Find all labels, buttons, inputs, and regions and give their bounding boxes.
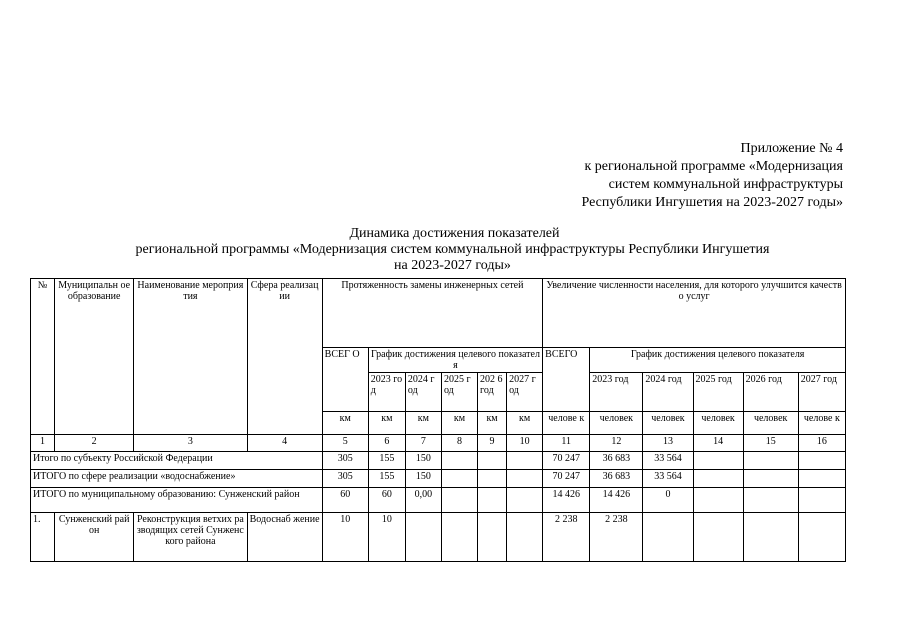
row-label: ИТОГО по сфере реализации «водоснабжение» bbox=[31, 470, 323, 488]
cell-empty bbox=[478, 470, 507, 488]
cell-empty bbox=[798, 513, 845, 562]
year-pop-2026: 2026 год bbox=[743, 373, 798, 412]
cell-pop-2023: 36 683 bbox=[590, 470, 643, 488]
year-pop-2024: 2024 год bbox=[643, 373, 693, 412]
cell-empty bbox=[743, 513, 798, 562]
cell-empty bbox=[693, 513, 743, 562]
unit-pop-2027: челове к bbox=[798, 412, 845, 435]
cell-empty bbox=[507, 488, 543, 513]
unit-km-2027: км bbox=[507, 412, 543, 435]
cell-total-pop: 2 238 bbox=[543, 513, 590, 562]
appendix-header bbox=[581, 140, 843, 212]
row-label: Итого по субъекту Российской Федерации bbox=[31, 452, 323, 470]
header-activity-name: Наименование мероприятия bbox=[134, 279, 247, 435]
cell-empty bbox=[405, 513, 441, 562]
cell-empty bbox=[643, 513, 693, 562]
header-municipality: Муниципальн ое образование bbox=[55, 279, 134, 435]
col-number: 15 bbox=[743, 435, 798, 452]
cell-pop-2023: 2 238 bbox=[590, 513, 643, 562]
cell-empty bbox=[441, 488, 477, 513]
table-row-subject-total bbox=[31, 452, 846, 470]
year-pop-2027: 2027 год bbox=[798, 373, 845, 412]
cell-km-2023: 155 bbox=[368, 452, 405, 470]
cell-total-pop: 14 426 bbox=[543, 488, 590, 513]
cell-empty bbox=[441, 470, 477, 488]
cell-empty bbox=[798, 452, 845, 470]
col-number: 3 bbox=[134, 435, 247, 452]
cell-total-km: 60 bbox=[322, 488, 368, 513]
col-number: 12 bbox=[590, 435, 643, 452]
table-row-sphere-total bbox=[31, 470, 846, 488]
col-number: 1 bbox=[31, 435, 55, 452]
col-number: 13 bbox=[643, 435, 693, 452]
col-number: 11 bbox=[543, 435, 590, 452]
cell-empty bbox=[441, 513, 477, 562]
cell-empty bbox=[478, 513, 507, 562]
header-schedule-km: График достижения целевого показателя bbox=[368, 348, 542, 373]
col-number: 9 bbox=[478, 435, 507, 452]
year-km-2023: 2023 год bbox=[368, 373, 405, 412]
cell-empty bbox=[507, 452, 543, 470]
cell-empty bbox=[743, 488, 798, 513]
cell-pop-2023: 36 683 bbox=[590, 452, 643, 470]
cell-empty bbox=[743, 470, 798, 488]
cell-total-km: 10 bbox=[322, 513, 368, 562]
cell-empty bbox=[693, 452, 743, 470]
cell-pop-2024: 0 bbox=[643, 488, 693, 513]
year-km-2027: 2027 год bbox=[507, 373, 543, 412]
indicators-table bbox=[30, 278, 846, 562]
cell-empty bbox=[693, 470, 743, 488]
cell-pop-2023: 14 426 bbox=[590, 488, 643, 513]
year-km-2024: 2024 год bbox=[405, 373, 441, 412]
col-number: 6 bbox=[368, 435, 405, 452]
cell-empty bbox=[798, 470, 845, 488]
cell-sphere: Водоснаб жение bbox=[247, 513, 322, 562]
cell-km-2023: 155 bbox=[368, 470, 405, 488]
table-row bbox=[31, 513, 846, 562]
cell-total-pop: 70 247 bbox=[543, 452, 590, 470]
appendix-line-2: к региональной программе «Модернизация bbox=[584, 159, 843, 174]
cell-empty bbox=[441, 452, 477, 470]
cell-empty bbox=[693, 488, 743, 513]
header-sphere: Сфера реализации bbox=[247, 279, 322, 435]
cell-empty bbox=[478, 488, 507, 513]
cell-km-2023: 10 bbox=[368, 513, 405, 562]
unit-pop-total: челове к bbox=[543, 412, 590, 435]
cell-empty bbox=[743, 452, 798, 470]
title-line-1: Динамика достижения показателей bbox=[349, 226, 560, 241]
col-number: 4 bbox=[247, 435, 322, 452]
year-pop-2025: 2025 год bbox=[693, 373, 743, 412]
header-population-increase: Увеличение численности населения, для которого улучшится качество услуг bbox=[543, 279, 846, 348]
cell-total-km: 305 bbox=[322, 452, 368, 470]
column-number-row bbox=[31, 435, 846, 452]
unit-pop-2025: человек bbox=[693, 412, 743, 435]
header-number: № bbox=[31, 279, 55, 435]
row-label: ИТОГО по муниципальному образованию: Сунженский район bbox=[31, 488, 323, 513]
cell-pop-2024: 33 564 bbox=[643, 452, 693, 470]
appendix-line-3: систем коммунальной инфраструктуры bbox=[608, 177, 843, 192]
cell-empty bbox=[478, 452, 507, 470]
cell-km-2024: 150 bbox=[405, 470, 441, 488]
col-number: 14 bbox=[693, 435, 743, 452]
unit-pop-2024: человек bbox=[643, 412, 693, 435]
unit-km-2025: км bbox=[441, 412, 477, 435]
year-pop-2023: 2023 год bbox=[590, 373, 643, 412]
col-number: 8 bbox=[441, 435, 477, 452]
cell-total-km: 305 bbox=[322, 470, 368, 488]
cell-km-2024: 150 bbox=[405, 452, 441, 470]
unit-km-2024: км bbox=[405, 412, 441, 435]
title-line-3: на 2023-2027 годы» bbox=[394, 258, 511, 273]
cell-municipality: Сунженский район bbox=[55, 513, 134, 562]
document-title bbox=[0, 226, 905, 274]
cell-km-2023: 60 bbox=[368, 488, 405, 513]
cell-total-pop: 70 247 bbox=[543, 470, 590, 488]
unit-km-2023: км bbox=[368, 412, 405, 435]
unit-pop-2023: человек bbox=[590, 412, 643, 435]
col-number: 10 bbox=[507, 435, 543, 452]
header-schedule-pop: График достижения целевого показателя bbox=[590, 348, 846, 373]
unit-km-total: км bbox=[322, 412, 368, 435]
appendix-line-4: Республики Ингушетия на 2023-2027 годы» bbox=[581, 195, 843, 210]
header-network-length: Протяженность замены инженерных сетей bbox=[322, 279, 543, 348]
cell-number: 1. bbox=[31, 513, 55, 562]
header-total-pop: ВСЕГО bbox=[543, 348, 590, 412]
cell-empty bbox=[507, 513, 543, 562]
cell-activity-name: Реконструкция ветхих разводящих сетей Сунженского района bbox=[134, 513, 247, 562]
col-number: 7 bbox=[405, 435, 441, 452]
unit-pop-2026: человек bbox=[743, 412, 798, 435]
appendix-line-1: Приложение № 4 bbox=[740, 141, 843, 156]
table-row-municipal-total bbox=[31, 488, 846, 513]
year-km-2025: 2025 год bbox=[441, 373, 477, 412]
cell-empty bbox=[507, 470, 543, 488]
cell-pop-2024: 33 564 bbox=[643, 470, 693, 488]
year-km-2026: 202 6 год bbox=[478, 373, 507, 412]
cell-km-2024: 0,00 bbox=[405, 488, 441, 513]
title-line-2: региональной программы «Модернизация систем коммунальной инфраструктуры Республики Ингушетия bbox=[135, 242, 770, 257]
cell-empty bbox=[798, 488, 845, 513]
col-number: 2 bbox=[55, 435, 134, 452]
header-total-km: ВСЕГ О bbox=[322, 348, 368, 412]
unit-km-2026: км bbox=[478, 412, 507, 435]
col-number: 16 bbox=[798, 435, 845, 452]
col-number: 5 bbox=[322, 435, 368, 452]
